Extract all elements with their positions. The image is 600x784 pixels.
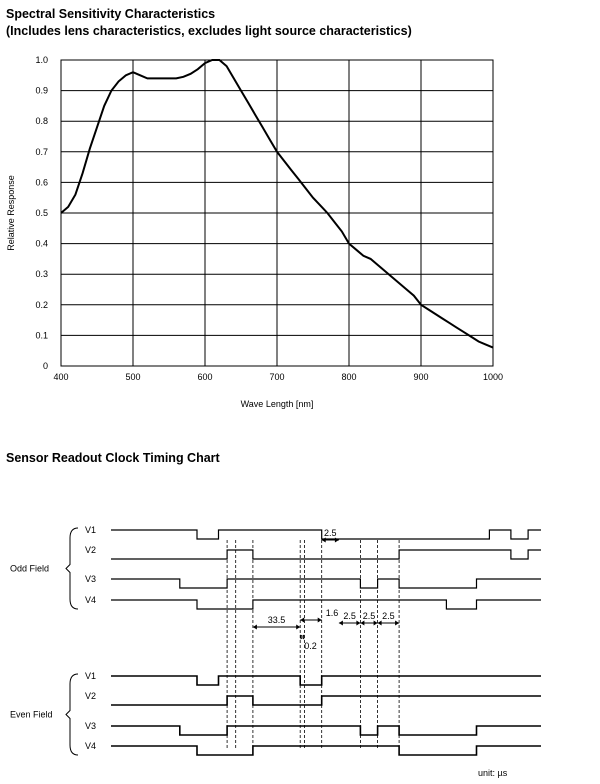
group-bracket — [66, 528, 78, 609]
y-tick-label: 0.8 — [35, 116, 48, 127]
signal-label: V2 — [85, 691, 97, 701]
y-tick-label: 0.2 — [35, 299, 48, 310]
waveform-v3 — [111, 726, 541, 735]
group-bracket — [66, 674, 78, 755]
dimension-label: 33.5 — [267, 615, 286, 625]
group-label: Odd Field — [10, 563, 50, 574]
dimension-annotations — [253, 528, 399, 651]
waveform-v2 — [111, 696, 541, 705]
x-tick-label: 1000 — [482, 372, 504, 382]
signal-label: V1 — [85, 525, 97, 535]
signal-label: V4 — [85, 595, 97, 605]
waveform-v4 — [111, 746, 541, 755]
x-tick-label: 700 — [269, 372, 285, 382]
y-tick-label: 0.7 — [35, 146, 48, 157]
dimension-label: 2.5 — [343, 611, 356, 621]
waveform-v2 — [111, 550, 541, 559]
dimension-label: 2.5 — [382, 611, 395, 621]
x-tick-label: 900 — [413, 372, 429, 382]
signal-label: V3 — [85, 574, 97, 584]
dimension-label: 1.6 — [325, 608, 339, 618]
x-axis-label: Wave Length [nm] — [240, 399, 314, 409]
waveform-v3 — [111, 579, 541, 588]
signal-label: V3 — [85, 721, 97, 731]
chart-subtitle: (Includes lens characteristics, excludes light source characteristics) — [6, 24, 412, 38]
y-tick-label: 0.4 — [35, 238, 48, 249]
signal-labels — [10, 525, 96, 751]
y-axis-label: Relative Response — [6, 175, 16, 251]
y-tick-label: 0.3 — [35, 269, 48, 280]
y-tick-label: 0.1 — [35, 330, 48, 341]
signal-label: V4 — [85, 741, 97, 751]
group-brackets — [66, 528, 78, 755]
group-label: Even Field — [10, 709, 53, 720]
timing-chart-title: Sensor Readout Clock Timing Chart — [6, 451, 220, 465]
chart-title: Spectral Sensitivity Characteristics — [6, 7, 216, 21]
unit-label: unit: µs — [478, 768, 508, 778]
dimension-label: 0.2 — [304, 641, 317, 651]
x-tick-label: 600 — [197, 372, 213, 382]
y-tick-label: 0.6 — [35, 177, 48, 188]
signal-label: V1 — [85, 671, 97, 681]
dimension-label: 2.5 — [362, 611, 376, 621]
x-tick-label: 400 — [53, 372, 69, 382]
y-tick-label: 0.5 — [35, 208, 48, 218]
y-tick-label: 1.0 — [35, 55, 48, 65]
x-tick-label: 500 — [125, 372, 141, 382]
y-tick-label: 0.9 — [35, 85, 48, 96]
y-tick-label: 0 — [42, 361, 48, 371]
waveforms — [111, 530, 541, 755]
waveform-v1 — [111, 676, 541, 685]
dimension-label: 2.5 — [324, 528, 337, 538]
x-tick-label: 800 — [341, 372, 357, 382]
signal-label: V2 — [85, 545, 97, 555]
